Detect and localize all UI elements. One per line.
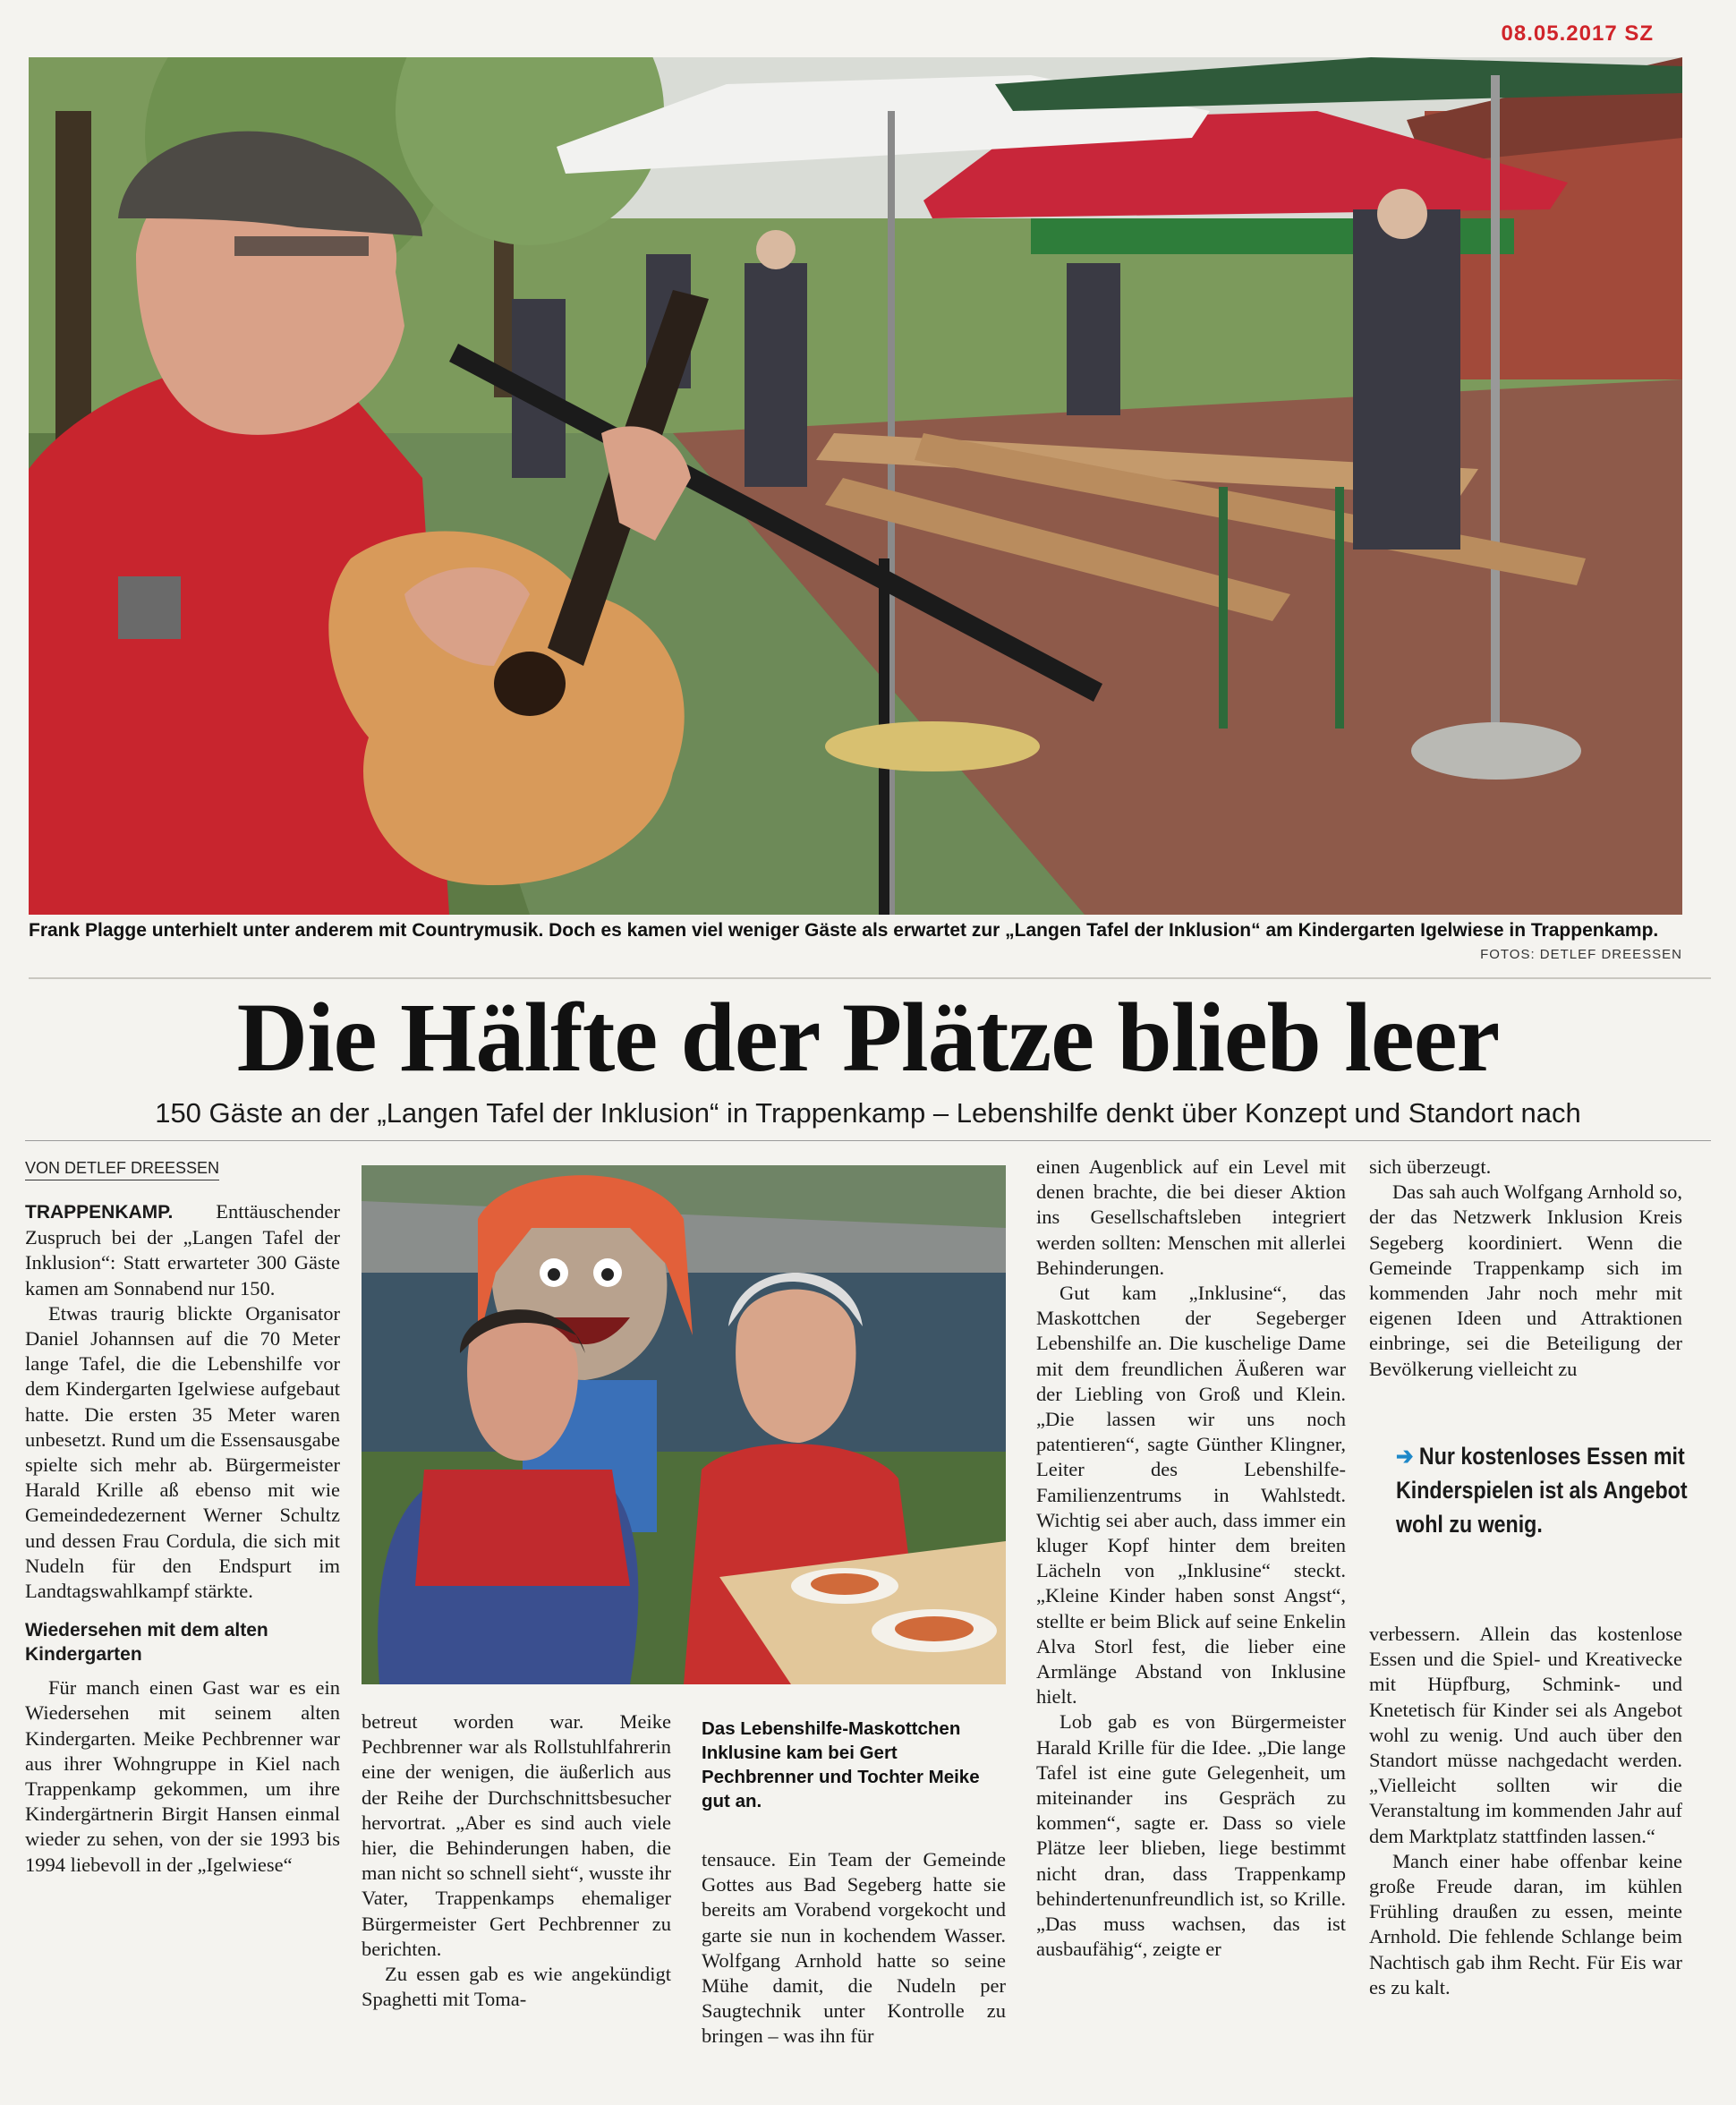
photo-mid-caption: Das Lebenshilfe-Maskottchen Inklusine kam bei Gert Pechbrenner und Tochter Meike gut an.	[702, 1718, 980, 1811]
col4-paragraph-2: Gut kam „Inklusine“, das Maskottchen der Segeberger Lebenshilfe an. Die kuschelige Dame mit dem freundlichen Äußeren war der Liebling von Groß und Klein. „Die lassen wir uns noch patentieren“, sagte Günther Klingner, Leiter des Lebenshilfe-Familienzentrums in Wahlstedt. Wichtig sei aber auch, dass immer ein kluger Kopf hinter dem breiten Lächeln von „Inklusine“ steckt. „Kleine Kinder haben sonst Angst“, stellte er beim Blick auf seine Enkelin Alva Storl fest, die lieber eine Armlänge Abstand von Inklusine hielt.	[1036, 1282, 1346, 1709]
col5-paragraph-1: sich überzeugt.	[1369, 1155, 1492, 1178]
photo-guitarist	[29, 57, 1682, 915]
byline: VON DETLEF DREESSEN	[25, 1159, 219, 1180]
col1-paragraph-1	[25, 1199, 340, 1301]
dateline: TRAPPENKAMP.	[25, 1202, 174, 1223]
col2-paragraph-2: Zu essen gab es wie angekündigt Spaghetti mit Toma-	[362, 1963, 671, 2011]
column-3	[702, 1847, 1006, 2050]
divider-subhead	[25, 1140, 1711, 1141]
pull-quote-text: Nur kostenloses Essen mit Kinderspielen ist als Angebot wohl zu wenig.	[1396, 1443, 1688, 1538]
photo-mascot-illustration	[362, 1165, 1006, 1684]
col5-paragraph-2: Das sah auch Wolfgang Arnhold so, der das Netzwerk Inklusion Kreis Segeberg koordiniert. Wenn die Gemeinde Trappenkamp sich im kommenden Jahr noch mehr mit eigenen Ideen und Attraktionen einbringe, sei die Beteiligung der Bevölkerung vielleicht zu	[1369, 1180, 1682, 1380]
column-4	[1036, 1155, 1346, 1963]
column-5-upper	[1369, 1155, 1682, 1382]
photo-credit: FOTOS: DETLEF DREESSEN	[1480, 947, 1682, 962]
photo-guitarist-illustration	[29, 57, 1682, 915]
column-5-lower	[1369, 1622, 1682, 2000]
photo-top-caption: Frank Plagge unterhielt unter anderem mit Countrymusik. Doch es kamen viel weniger Gäste als erwartet zur „Langen Tafel der Inklusion“ am Kindergarten Igelwiese in Trappenkamp.	[29, 920, 1659, 941]
article-subheadline: 150 Gäste an der „Langen Tafel der Inklusion“ in Trappenkamp – Lebenshilfe denkt über Konzept und Standort nach	[155, 1097, 1581, 1129]
col3-paragraph-1: tensauce. Ein Team der Gemeinde Gottes aus Bad Segeberg hatte sie bereits am Vorabend vorgekocht und garte sie nun in kochendem Wasser. Wolfgang Arnhold hatte so seine Mühe damit, die Nudeln per Saugtechnik unter Kontrolle zu bringen – was ihn für	[702, 1848, 1006, 2048]
col2-paragraph-1: betreut worden war. Meike Pechbrenner war als Rollstuhlfahrerin eine der wenigen, die äußerlich aus der Reihe der Durchschnittsbesucher hervortrat. „Aber es sind auch viele hier, die Behinderungen haben, die man nicht so schnell sieht“, wusste ihr Vater, Trappenkamps ehemaliger Bürgermeister Gert Pechbrenner zu berichten.	[362, 1710, 671, 1960]
col5-paragraph-3: verbessern. Allein das kostenlose Essen und die Spiel- und Kreativecke mit Hüpfburg, Schmink- und Knetetisch für Kinder sei als Angebot wohl zu wenig. Und auch über den Standort müsse nachgedacht werden. „Vielleicht sollten wir die Veranstaltung im kommenden Jahr auf dem Marktplatz stattfinden lassen.“	[1369, 1623, 1682, 1847]
photo-mascot	[362, 1165, 1006, 1684]
article-headline: Die Hälfte der Plätze blieb leer	[236, 983, 1500, 1092]
column-1	[25, 1199, 340, 1878]
col1-p1-text: Enttäuschender Zuspruch bei der „Langen Tafel der Inklusion“: Statt erwarteter 300 Gäste kamen am Sonnabend nur 150.	[25, 1200, 340, 1300]
date-stamp: 08.05.2017 SZ	[1501, 21, 1654, 46]
column-2	[362, 1709, 671, 2012]
col4-paragraph-1: einen Augenblick auf ein Level mit denen brachte, die bei dieser Aktion ins Gesellschaftsleben integriert werden sollten: Menschen mit allerlei Behinderungen.	[1036, 1155, 1346, 1279]
col1-subheading: Wiedersehen mit dem alten Kindergarten	[25, 1620, 268, 1666]
col1-paragraph-2: Etwas traurig blickte Organisator Daniel Johannsen auf die 70 Meter lange Tafel, die die Lebenshilfe vor dem Kindergarten Igelwiese aufgebaut hatte. Die ersten 35 Meter waren unbesetzt. Rund um die Essensausgabe spielte sich mehr ab. Bürgermeister Harald Krille aß ebenso mit wie Gemeindedezernent Werner Schultz und dessen Frau Cordula, die sich mit Nudeln für den Endspurt im Landtagswahlkampf stärkte.	[25, 1301, 340, 1603]
col1-paragraph-3: Für manch einen Gast war es ein Wiedersehen mit seinem alten Kindergarten. Meike Pechbrenner war aus ihrer Wohngruppe in Kiel nach Trappenkamp gekommen, um ihre Kindergärtnerin Birgit Hansen einmal wieder zu sehen, von der sie 1993 bis 1994 liebevoll in der „Igelwiese“	[25, 1676, 340, 1876]
pull-quote	[1396, 1439, 1689, 1541]
col4-paragraph-3: Lob gab es von Bürgermeister Harald Krille für die Idee. „Die lange Tafel ist eine gute Gelegenheit, um miteinander ins Gespräch zu kommen“, sagte er. Dass so viele Plätze leer blieben, liege bestimmt nicht dran, dass Trappenkamp behindertenunfreundlich ist, so Krille. „Das muss wachsen, das ist ausbaufähig“, zeigte er	[1036, 1710, 1346, 1961]
col5-paragraph-4: Manch einer habe offenbar keine große Freude daran, im kühlen Frühling draußen zu essen, meinte Arnhold. Die fehlende Schlange beim Nachtisch gab ihm Recht. Für Eis war es zu kalt.	[1369, 1849, 1682, 1998]
arrow-right-icon: ➔	[1396, 1443, 1414, 1470]
